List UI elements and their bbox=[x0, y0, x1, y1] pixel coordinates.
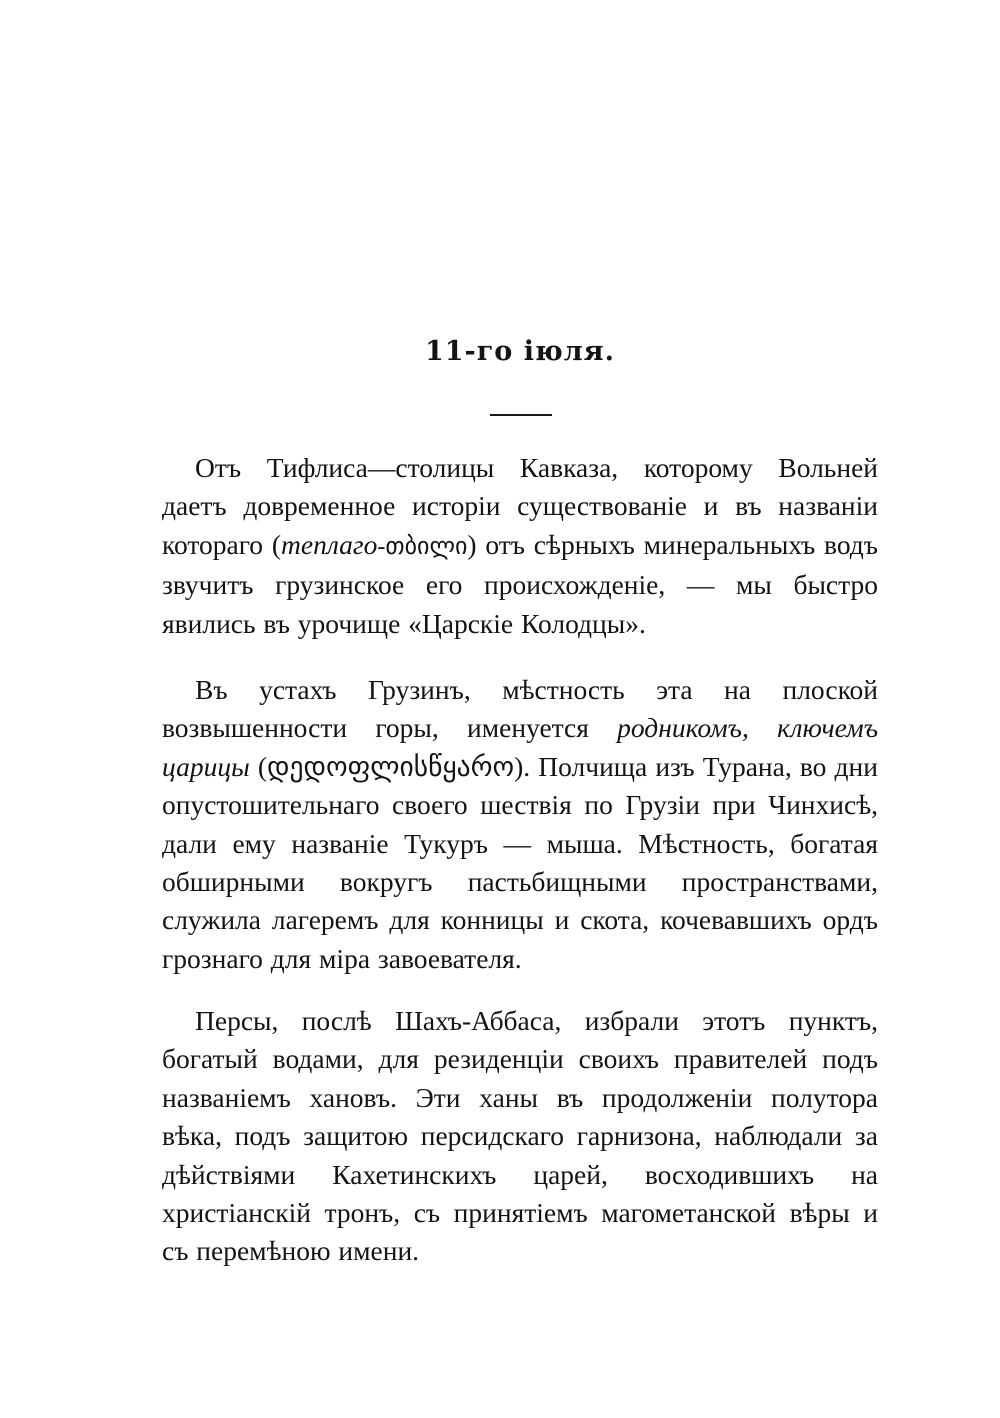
text-run: Отъ Тифлиса—столицы Кавказа, которому Вольней даетъ довременное исторіи существованіе и въ названіи котораго ( bbox=[162, 452, 878, 560]
georgian-word: -თბილი bbox=[377, 533, 468, 560]
italic-term: теплаго bbox=[281, 528, 378, 560]
text-run: Персы, послѣ Шахъ-Аббаса, избрали этотъ пунктъ, богатый водами, для резиденціи своихъ правителей подъ названіемъ хановъ. Эти ханы въ продолженіи полутора вѣка, подъ защитою персидскаго гарнизона, наблюдали за дѣйствіями Кахетинскихъ царей, восходившихъ на христіанскій тронъ, съ принятіемъ магометанской вѣры и съ перемѣною имени. bbox=[162, 1005, 878, 1267]
italic-term: родникомъ, ключемъ царицы bbox=[162, 712, 878, 782]
paragraph-3 bbox=[162, 1002, 878, 1271]
text-run: ) отъ сѣрныхъ минеральныхъ водъ звучитъ грузинское его происхожденіе, — мы быстро явились въ урочище «Царскіе Колодцы». bbox=[162, 528, 878, 639]
paragraph-2 bbox=[162, 671, 878, 978]
text-run: (დედოფლისწყარო). Полчища изъ Турана, во дни опустошительнаго своего шествія по Грузіи при Чинхисѣ, дали ему названіе Тукуръ — мыша. Мѣстность, богатая обширными вокругъ пастьбищными пространствами, служила лагеремъ для конницы и скота, кочевавшихъ ордъ грознаго для міра завоевателя. bbox=[162, 750, 878, 974]
paragraph-1 bbox=[162, 449, 878, 643]
text-run: Въ устахъ Грузинъ, мѣстность эта на плоской возвышенности горы, именуется bbox=[162, 674, 878, 744]
heading-divider bbox=[490, 414, 552, 416]
chapter-heading: 11-го іюля. bbox=[424, 336, 616, 367]
